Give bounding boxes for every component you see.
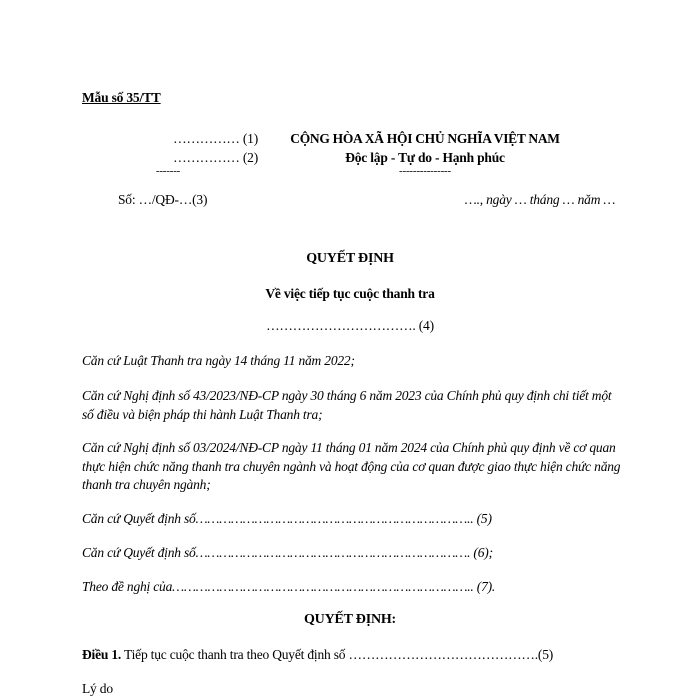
issuing-authority-text: ……………………………. (4) <box>266 318 434 333</box>
article-1 <box>82 647 553 663</box>
legal-basis-3: Căn cứ Nghị định số 03/2024/NĐ-CP ngày 11 tháng 01 năm 2024 của Chính phủ quy định về cơ quan thực hiện chức năng thanh tra chuyên ngành và hoạt động của cơ quan được giao thực hiện chức năng thanh tra chuyên ngành; <box>82 440 621 492</box>
document-subtitle: Về việc tiếp tục cuộc thanh tra <box>265 286 435 301</box>
issuing-authority <box>0 318 700 334</box>
place-date-text: …., ngày … tháng … năm … <box>464 192 616 207</box>
reason-label: Lý do <box>82 681 113 696</box>
document-number: Số: …/QĐ-…(3) <box>118 192 208 207</box>
legal-basis-4: Căn cứ Quyết định số…………………………………………………………….. (5) <box>82 511 492 526</box>
motto-divider: --------------- <box>399 165 451 177</box>
nation-name: CỘNG HÒA XÃ HỘI CHỦ NGHĨA VIỆT NAM <box>290 131 560 146</box>
agency-line-2: …………… (2) <box>173 150 258 165</box>
agency-divider: ------- <box>155 165 181 177</box>
decision-heading: QUYẾT ĐỊNH: <box>303 612 397 627</box>
agency-line-1: …………… (1) <box>173 131 258 146</box>
legal-basis-6: Theo đề nghị của………………………………………………………………….. (7). <box>82 579 496 594</box>
national-motto: Độc lập - Tự do - Hạnh phúc <box>345 150 505 165</box>
form-number: Mẫu số 35/TT <box>82 90 161 105</box>
document-title: QUYẾT ĐỊNH <box>306 251 394 266</box>
legal-basis-5: Căn cứ Quyết định số……………………………………………………………. (6); <box>82 545 493 560</box>
legal-basis-2: Căn cứ Nghị định số 43/2023/NĐ-CP ngày 30 tháng 6 năm 2023 của Chính phủ quy định chi tiết một số điều và biện pháp thi hành Luật Thanh tra; <box>82 388 612 422</box>
article-1-text: Tiếp tục cuộc thanh tra theo Quyết định số …………………………………….(5) <box>121 647 554 662</box>
place-date <box>300 192 700 208</box>
legal-basis-1: Căn cứ Luật Thanh tra ngày 14 tháng 11 năm 2022; <box>82 353 355 368</box>
article-1-label: Điều 1. <box>82 647 122 662</box>
